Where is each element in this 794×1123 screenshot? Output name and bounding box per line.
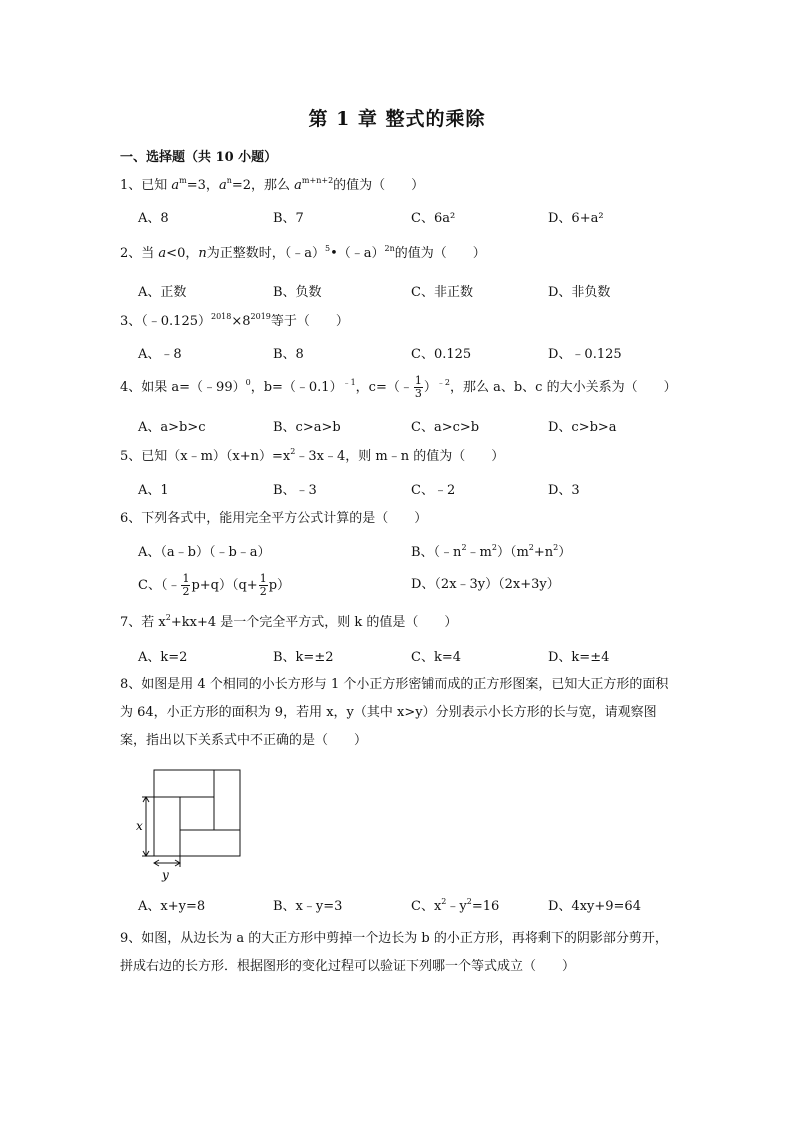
exponent: ﹣2	[436, 378, 450, 387]
option-c[interactable]: C、0.125	[411, 347, 472, 362]
rect-bottom	[180, 830, 240, 856]
q7-text: 7、若 x	[120, 615, 166, 630]
inner-square	[180, 797, 214, 830]
option-c[interactable]: C、a>c>b	[411, 420, 480, 435]
option-c-text: C、（﹣	[138, 578, 181, 593]
q1-text: =3，	[186, 178, 219, 193]
exponent: ﹣1	[342, 378, 356, 387]
label-y: y	[162, 868, 169, 882]
q7-options	[138, 646, 678, 666]
exponent: 2	[441, 897, 447, 906]
q2-text: <0，	[166, 246, 199, 261]
square-tiling-figure	[134, 766, 246, 884]
label-x: x	[136, 819, 143, 833]
question-5	[120, 447, 504, 467]
outer-square	[154, 770, 240, 856]
q1-text: =2，那么	[231, 178, 295, 193]
option-b[interactable]: B、k=±2	[273, 650, 334, 665]
q7-text: +kx+4 是一个完全平方式，则 k 的值是（ ）	[170, 615, 458, 630]
option-b-text: ）（m	[496, 545, 529, 560]
q3-text: ×8	[231, 314, 251, 329]
option-d[interactable]: D、4xy+9=64	[548, 899, 641, 914]
option-d[interactable]: D、非负数	[548, 285, 611, 300]
var-a: a	[171, 178, 180, 193]
option-b[interactable]: B、7	[273, 211, 304, 226]
question-4	[120, 375, 677, 400]
q2-text: •（﹣a）	[330, 246, 385, 261]
q6-options-row1	[138, 541, 678, 561]
q2-options	[138, 281, 678, 301]
option-c[interactable]: C、﹣2	[411, 483, 456, 498]
option-c-text: ﹣y	[446, 899, 467, 914]
q3-text: 等于（ ）	[270, 314, 349, 329]
exponent: 5	[324, 244, 331, 253]
q4-options	[138, 416, 678, 436]
denominator: 2	[259, 585, 267, 598]
var-a: a	[294, 178, 302, 193]
exponent: m	[179, 176, 187, 185]
option-a[interactable]: A、（a﹣b）（﹣b﹣a）	[138, 545, 271, 560]
option-c-text: p+q）（q+	[191, 578, 258, 593]
question-2	[120, 244, 486, 264]
exponent: 2	[466, 897, 472, 906]
q4-text: ，b=（﹣0.1）	[250, 380, 343, 395]
q1-stem: 1、已知	[120, 178, 172, 193]
option-b-text: ）	[558, 545, 572, 560]
q2-text: 的值为（ ）	[394, 246, 486, 261]
option-d[interactable]: D、6+a²	[548, 211, 604, 226]
section-heading: 一、选择题（共 10 小题）	[120, 150, 278, 165]
q4-text: ）	[423, 380, 437, 395]
q4-text: 4、如果 a=（﹣99）	[120, 380, 246, 395]
question-6: 6、下列各式中，能用完全平方公式计算的是（ ）	[120, 511, 428, 526]
option-b[interactable]: B、负数	[273, 285, 322, 300]
option-b[interactable]: B、﹣3	[273, 483, 317, 498]
q3-options	[138, 343, 678, 363]
q2-text: 2、当	[120, 246, 159, 261]
numerator: 1	[414, 374, 422, 387]
q6-options-row2	[138, 572, 678, 598]
rect-left	[154, 797, 180, 856]
fraction	[259, 573, 268, 598]
q5-options	[138, 479, 678, 499]
q5-text: 5、已知（x﹣m）（x+n）=x	[120, 449, 291, 464]
option-a[interactable]: A、x+y=8	[138, 899, 206, 914]
denominator: 2	[182, 585, 190, 598]
option-d[interactable]: D、（2x﹣3y）（2x+3y）	[411, 577, 560, 592]
exponent: 2	[491, 543, 497, 552]
option-a[interactable]: A、正数	[138, 285, 187, 300]
option-c[interactable]: C、非正数	[411, 285, 473, 300]
rect-top	[154, 770, 214, 797]
option-a[interactable]: A、﹣8	[138, 347, 182, 362]
numerator: 1	[259, 572, 267, 585]
q4-text: ，那么 a、b、c 的大小关系为（ ）	[449, 380, 677, 395]
exponent: n	[226, 176, 232, 185]
question-8: 8、如图是用 4 个相同的小长方形与 1 个小正方形密铺而成的正方形图案，已知大正方形的面积为 64，小正方形的面积为 9，若用 x，y（其中 x>y）分别表示小长方形的长与宽，请观察图案，指出以下关系式中不正确的是（ ）	[120, 677, 669, 748]
option-b[interactable]: B、x﹣y=3	[273, 899, 343, 914]
fraction	[181, 573, 190, 598]
exponent: m+n+2	[301, 176, 334, 185]
exponent: 2	[461, 543, 467, 552]
option-a[interactable]: A、k=2	[138, 650, 188, 665]
numerator: 1	[182, 572, 190, 585]
option-b-text: +n	[533, 545, 554, 560]
option-c-text: C、x	[411, 899, 442, 914]
var-a: a	[218, 178, 227, 193]
option-d[interactable]: D、3	[548, 483, 580, 498]
option-c[interactable]: C、k=4	[411, 650, 461, 665]
q3-text: 3、（﹣0.125）	[120, 314, 211, 329]
option-d[interactable]: D、k=±4	[548, 650, 610, 665]
option-a[interactable]: A、8	[138, 211, 169, 226]
denominator: 3	[414, 387, 422, 400]
option-c[interactable]	[411, 895, 499, 914]
option-b-text: B、（﹣n	[411, 545, 462, 560]
exponent: 2n	[384, 244, 395, 253]
figure-svg	[134, 766, 246, 884]
rect-right	[214, 770, 240, 830]
var-n: n	[198, 246, 207, 261]
option-b[interactable]: B、c>a>b	[273, 420, 341, 435]
option-d[interactable]: D、﹣0.125	[548, 347, 622, 362]
exponent: 2019	[250, 312, 271, 321]
option-c[interactable]: C、6a²	[411, 211, 456, 226]
option-b[interactable]	[411, 541, 571, 560]
exponent: 2018	[211, 312, 232, 321]
fraction	[414, 375, 423, 400]
page-title: 第 1 章 整式的乘除	[308, 108, 486, 130]
question-1	[120, 176, 424, 196]
question-9: 9、如图，从边长为 a 的大正方形中剪掉一个边长为 b 的小正方形，再将剩下的阴影部分剪开，拼成右边的长方形．根据图形的变化过程可以验证下列哪一个等式成立（ ）	[120, 931, 668, 974]
option-c-text: =16	[471, 899, 500, 914]
option-b-text: ﹣m	[466, 545, 492, 560]
q4-text: ，c=（﹣	[355, 380, 413, 395]
option-c-text: p）	[268, 578, 291, 593]
exponent: 2	[528, 543, 534, 552]
q2-text: 为正整数时，（﹣a）	[206, 246, 325, 261]
option-a[interactable]: A、1	[138, 483, 169, 498]
var-a: a	[158, 246, 167, 261]
option-c[interactable]	[138, 573, 290, 598]
q1-text: 的值为（ ）	[333, 178, 425, 193]
exponent: 0	[245, 378, 251, 387]
exponent: 2	[553, 543, 559, 552]
exponent: 2	[165, 613, 171, 622]
option-a[interactable]: A、a>b>c	[138, 420, 206, 435]
question-7	[120, 613, 457, 633]
q5-text: ﹣3x﹣4，则 m﹣n 的值为（ ）	[295, 449, 505, 464]
question-3	[120, 312, 349, 332]
exponent: 2	[290, 447, 296, 456]
option-d[interactable]: D、c>b>a	[548, 420, 617, 435]
option-b[interactable]: B、8	[273, 347, 304, 362]
q1-options	[138, 207, 678, 227]
q8-options	[138, 895, 678, 915]
